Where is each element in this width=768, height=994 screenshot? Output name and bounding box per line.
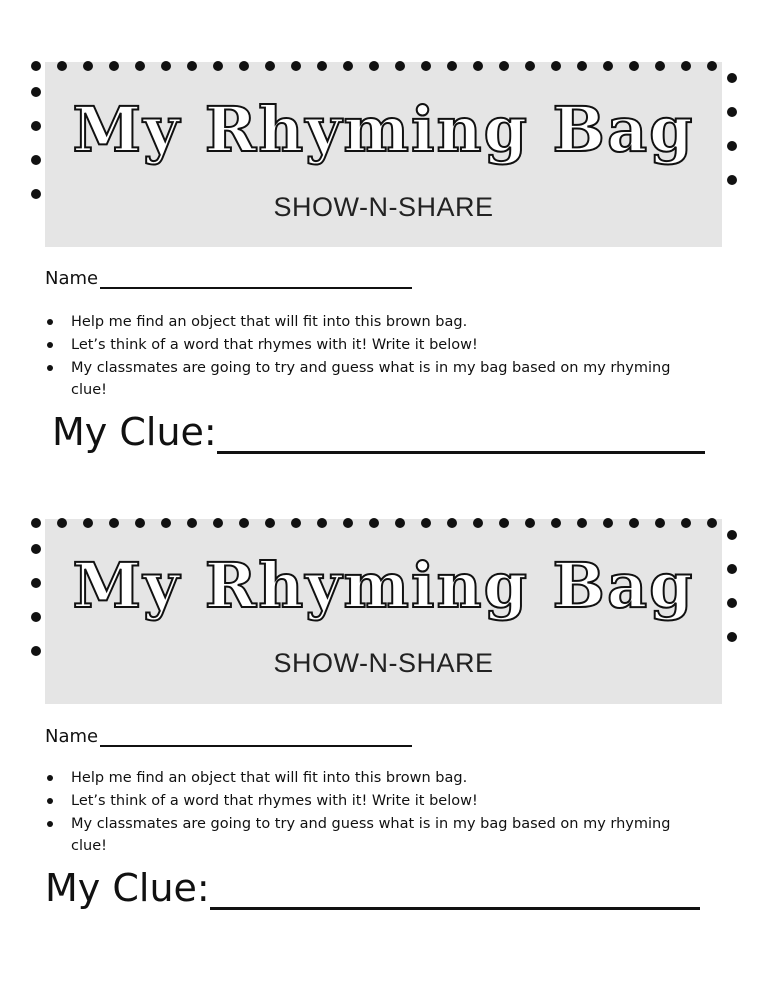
border-dot [31,544,41,554]
instruction-item: Help me find an object that will fit into this brown bag. [45,767,685,789]
clue-label: My Clue: [52,410,217,454]
border-dot [727,632,737,642]
clue-blank-line[interactable] [217,421,705,454]
instruction-list [45,311,685,402]
name-row [45,268,412,289]
border-dot [31,518,41,528]
clue-blank-line[interactable] [210,877,700,910]
worksheet-title: My Rhyming Bag [72,93,695,166]
name-blank-line[interactable] [100,273,412,289]
instruction-list [45,767,685,858]
border-dot [31,612,41,622]
border-dot [31,87,41,97]
border-dot [727,530,737,540]
border-dot [31,189,41,199]
border-dot [727,107,737,117]
clue-row [45,866,700,910]
worksheet-title: My Rhyming Bag [72,549,695,622]
clue-label: My Clue: [45,866,210,910]
instruction-item: My classmates are going to try and guess what is in my bag based on my rhyming clue! [45,357,685,401]
name-row [45,726,412,747]
border-dot [31,155,41,165]
instruction-item: Let’s think of a word that rhymes with it! Write it below! [45,334,685,356]
worksheet-subtitle: SHOW-N-SHARE [273,648,494,678]
border-dot [31,578,41,588]
border-dot [31,61,41,71]
border-dot [727,175,737,185]
border-dot [727,598,737,608]
border-dot [31,121,41,131]
border-dot [31,646,41,656]
worksheet-subtitle: SHOW-N-SHARE [273,192,494,222]
name-label: Name [45,268,99,289]
instruction-item: Help me find an object that will fit into this brown bag. [45,311,685,333]
border-dot [727,564,737,574]
name-label: Name [45,726,99,747]
instruction-item: Let’s think of a word that rhymes with it! Write it below! [45,790,685,812]
border-dot [727,141,737,151]
name-blank-line[interactable] [100,731,412,747]
border-dot [727,73,737,83]
clue-row [52,410,705,454]
instruction-item: My classmates are going to try and guess what is in my bag based on my rhyming clue! [45,813,685,857]
